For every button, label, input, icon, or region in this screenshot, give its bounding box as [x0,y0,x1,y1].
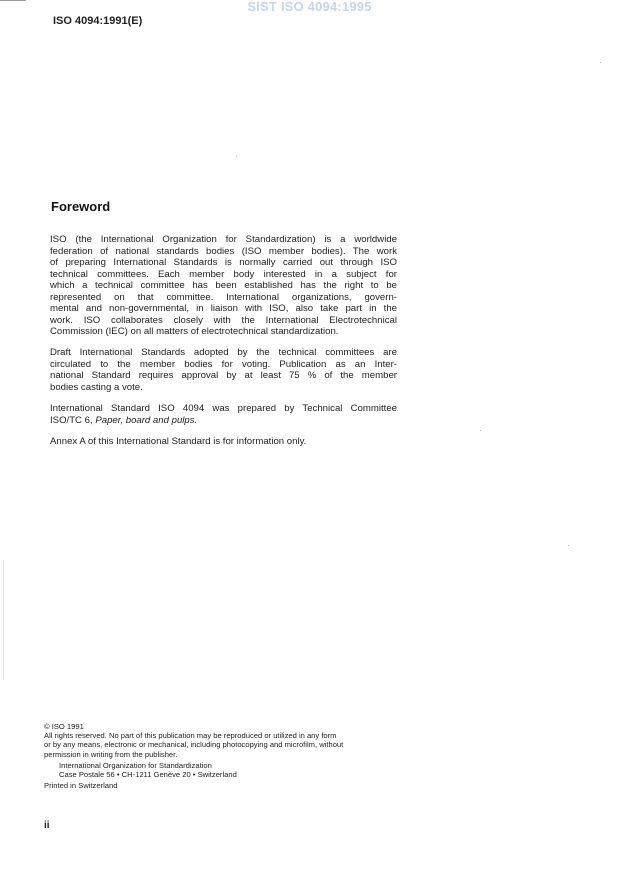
text-line: mental and non-governmental, in liaison with ISO, also take part in the [50,303,397,314]
text-line: ISO (the International Organization for Standardization) is a worldwide [50,234,397,245]
scan-speck [568,545,569,546]
text-line: national Standard requires approval by at least 75 % of the member [50,370,397,381]
copyright-notice: © ISO 1991 [44,722,84,731]
foreword-paragraph-1 [50,234,397,338]
scan-speck [480,430,481,431]
organization-name: International Organization for Standardization [59,760,212,770]
rights-line: All rights reserved. No part of this publication may be reproduced or utilized in any form [44,731,337,741]
foreword-paragraph-3 [50,403,397,426]
text-line: Commission (IEC) on all matters of electrotechnical standardization. [50,326,339,337]
foreword-heading: Foreword [51,199,111,214]
text-line: work. ISO collaborates closely with the International Electrotechnical [50,314,397,326]
text-line: represented on that committee. International organizations, govern- [50,291,397,303]
tc-title: Paper, board and pulps. [95,414,198,426]
page-number: ii [44,820,50,831]
text-line: circulated to the member bodies for voting. Publication as an Inter- [50,358,397,370]
text-line: federation of national standards bodies (ISO member bodies). The work [50,245,397,257]
rights-line: permission in writing from the publisher. [44,749,178,759]
text-line: Annex A of this International Standard is for information only. [50,436,307,447]
text-line: technical committees. Each member body interested in a subject for [50,268,397,280]
text-line: bodies casting a vote. [50,381,143,393]
organization-address: Case Postale 56 • CH-1211 Genève 20 • Switzerland [59,770,237,780]
text-line: International Standard ISO 4094 was prepared by Technical Committee [50,403,397,414]
copyright-block [44,722,404,790]
text-line: Draft International Standards adopted by the technical committees are [50,347,397,358]
page-edge-shadow [3,560,4,680]
printed-in: Printed in Switzerland [44,781,118,791]
foreword-paragraph-4 [50,436,397,448]
rights-line: or by any means, electronic or mechanical, including photocopying and microfilm, without [44,740,344,750]
text-line: which a technical committee has been established has the right to be [50,280,397,291]
scan-speck [600,62,601,63]
text-line [50,415,397,427]
text-line: of preparing International Standards is normally carried out through ISO [50,257,397,268]
foreword-paragraph-2 [50,347,397,393]
tc-reference: ISO/TC 6, [50,414,96,426]
watermark: SIST ISO 4094:1995 [247,0,372,14]
document-id: ISO 4094:1991(E) [53,15,143,27]
scan-speck [236,156,237,157]
